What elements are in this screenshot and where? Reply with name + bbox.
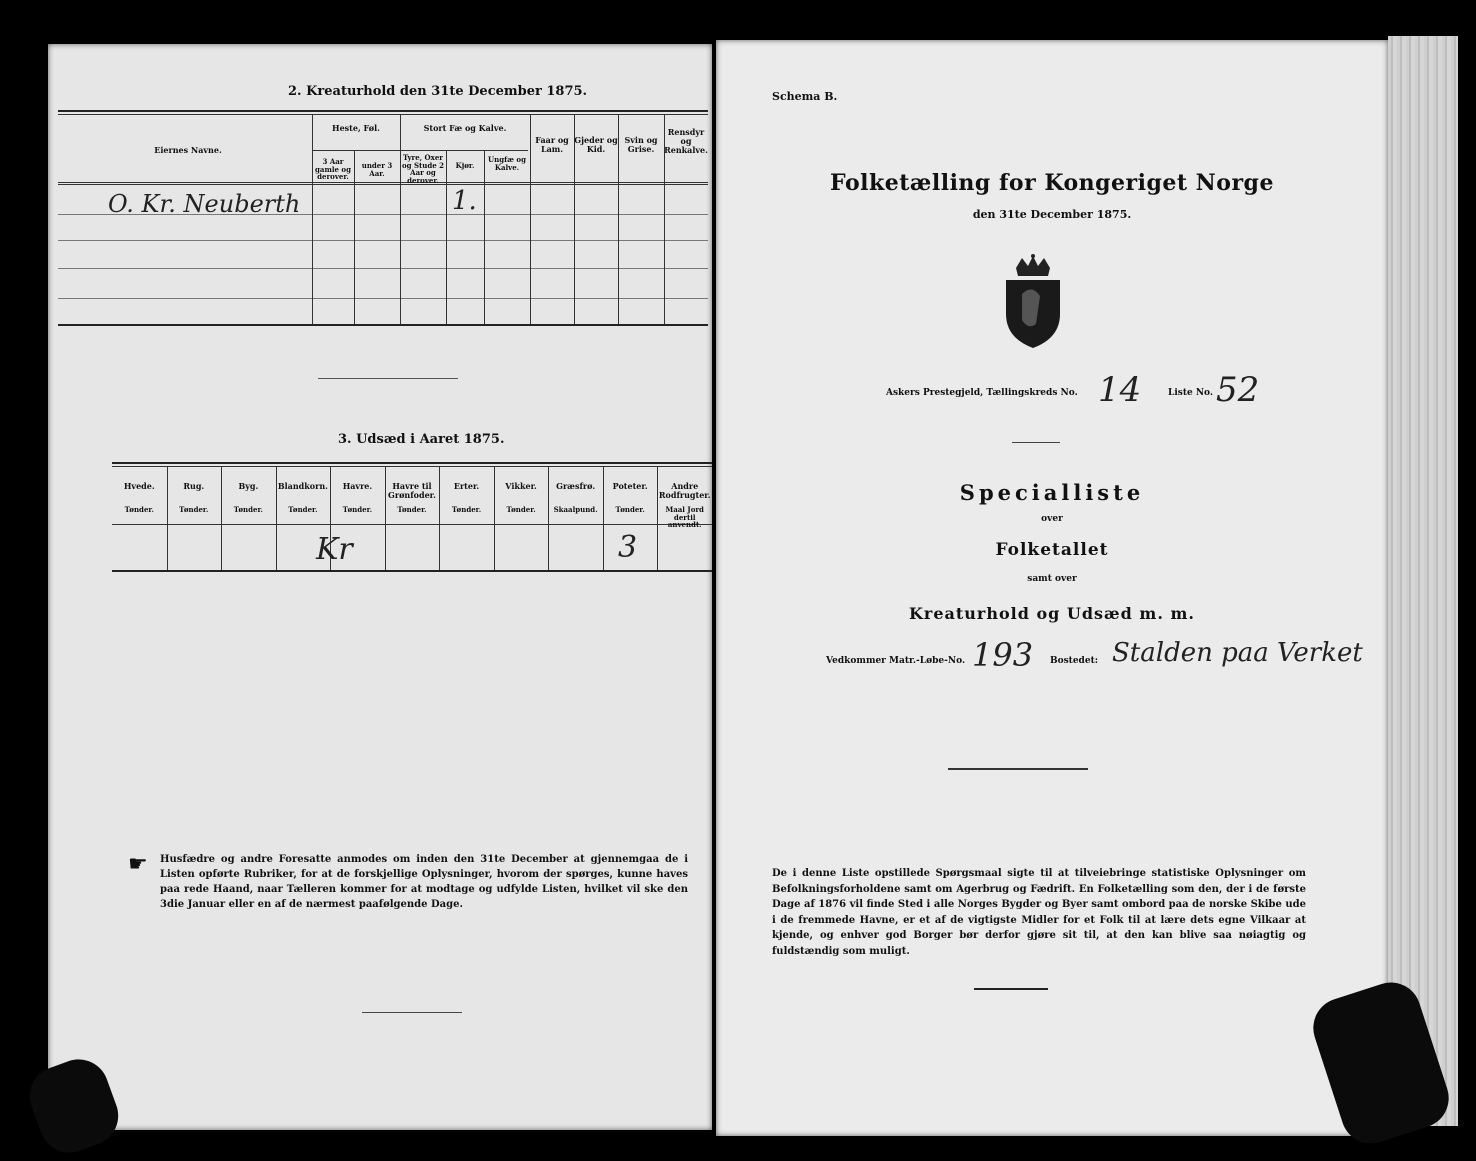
underlying-pages-edge	[1388, 36, 1458, 1126]
bottom-divider	[974, 988, 1048, 990]
intro-text: De i denne Liste opstillede Spørgsmaal sigte til at tilveiebringe statistiske Oplysninger om Befolkningsforholdene samt om Agerbrug og Fædrift. En Folketælling som den, der i de første Dage af 1876 vil finde Sted i alle Norges Bygder og Byer samt ombord paa de norske Skibe ude i de fremmede Havne, er et af de vigtigste Midler for et Folk til at lære dets egne Vilkaar at kjende, og enhver god Borger bør derfor gjøre sit til, at den kan blive saa nøiagtig og fuldstændig som muligt.	[772, 868, 1306, 957]
header-gjeder: Gjeder og Kid.	[574, 135, 618, 155]
udsaed-unit: Maal Jord dertil anvendt.	[665, 505, 704, 530]
udsaed-unit: Tønder.	[506, 505, 536, 514]
udsaed-unit: Tønder.	[615, 505, 645, 514]
header-kjor: Kjør.	[455, 161, 475, 170]
header-svin: Svin og Grise.	[624, 135, 658, 155]
udsaed-unit: Skaalpund.	[553, 505, 598, 514]
census-date: den 31te December 1875.	[972, 208, 1132, 221]
udsaed-header: Vikker.	[505, 481, 537, 491]
section3-title: 3. Udsæd i Aaret 1875.	[338, 432, 505, 447]
header-faar: Faar og Lam.	[535, 135, 569, 155]
matr-value: 193	[972, 636, 1034, 674]
havre-value: Kr	[316, 532, 353, 567]
over-label: over	[1041, 514, 1063, 524]
header-ungfae: Ungfæ og Kalve.	[488, 155, 526, 172]
folketallet-heading: Folketallet	[995, 540, 1109, 560]
udsaed-header: Blandkorn.	[277, 481, 328, 491]
schema-label: Schema B.	[772, 90, 838, 103]
specialliste-heading: Specialliste	[959, 480, 1145, 505]
header-eiernes-navne: Eiernes Navne.	[154, 145, 222, 155]
header-rensdyr: Rensdyr og Renkalve.	[664, 127, 708, 156]
poteter-value: 3	[618, 530, 638, 565]
pointing-hand-icon: ☛	[128, 852, 148, 877]
liste-label: Liste No.	[1168, 388, 1214, 398]
right-page	[716, 40, 1388, 1136]
divider	[948, 768, 1088, 770]
udsaed-unit: Tønder.	[124, 505, 154, 514]
udsaed-unit: Tønder.	[288, 505, 318, 514]
udsaed-unit: Tønder.	[451, 505, 482, 514]
left-page	[48, 44, 712, 1130]
udsaed-header: Havre til Grønfoder.	[388, 481, 436, 501]
udsaed-header: Poteter.	[612, 481, 648, 491]
udsaed-header: Erter.	[453, 481, 480, 491]
kjor-value: 1.	[452, 186, 477, 216]
header-tyre: Tyre, Oxer og Stude 2 Aar og derover.	[401, 153, 445, 186]
liste-value: 52	[1216, 370, 1260, 410]
udsaed-header: Havre.	[342, 481, 373, 491]
bottom-divider	[362, 1012, 462, 1013]
bostedet-label: Bostedet:	[1050, 656, 1099, 666]
divider	[318, 378, 458, 379]
header-heste-under: under 3 Aar.	[361, 161, 393, 178]
udsaed-header: Græsfrø.	[556, 481, 596, 491]
owner-name: O. Kr. Neuberth	[108, 190, 301, 218]
udsaed-header: Byg.	[238, 481, 259, 491]
header-heste: Heste, Føl.	[332, 123, 380, 133]
udsaed-header: Hvede.	[123, 481, 155, 491]
header-stort-fae: Stort Fæ og Kalve.	[423, 123, 507, 133]
main-title: Folketælling for Kongeriget Norge	[830, 170, 1274, 196]
header-heste-3aar: 3 Aar gamle og derover.	[315, 157, 351, 182]
tellingskreds-value: 14	[1098, 370, 1142, 410]
bostedet-value: Stalden paa Verket	[1112, 638, 1363, 668]
samt-over-label: samt over	[1027, 574, 1077, 584]
prestegjeld-label: Askers Prestegjeld, Tællingskreds No.	[886, 388, 1078, 398]
udsaed-header: Rug.	[183, 481, 205, 491]
udsaed-unit: Tønder.	[233, 505, 263, 514]
section2-title: 2. Kreaturhold den 31te December 1875.	[288, 84, 588, 99]
udsaed-unit: Tønder.	[342, 505, 373, 514]
coat-of-arms-icon	[998, 254, 1068, 350]
udsaed-header: Andre Rodfrugter.	[658, 481, 711, 501]
divider	[1012, 442, 1060, 443]
udsaed-unit: Tønder.	[179, 505, 209, 514]
footnote: Husfædre og andre Foresatte anmodes om inden den 31te December at gjennemgaa de i Listen opførte Rubriker, for at de forskjellige Oplysninger, hvorom der spørges, kunne haves paa rede Haand, naar Tælleren kommer for at modtage og udfylde Listen, hvilket vil ske den 3die Januar eller en af de nærmest paafølgende Dage.	[160, 854, 688, 910]
udsaed-unit: Tønder.	[397, 505, 427, 514]
kreaturhold-heading: Kreaturhold og Udsæd m. m.	[909, 604, 1195, 623]
matr-label: Vedkommer Matr.-Løbe-No.	[826, 656, 966, 666]
